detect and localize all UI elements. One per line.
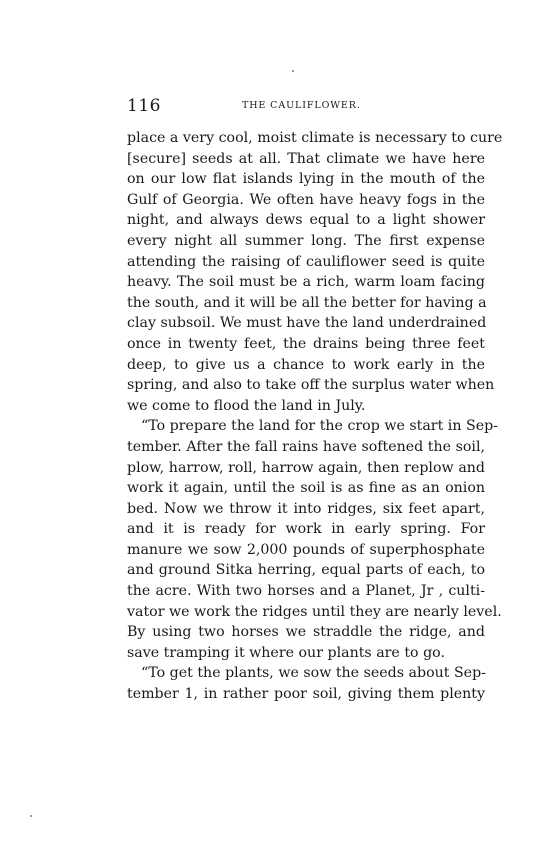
- page-number: 116: [127, 96, 161, 116]
- text-line: the south, and it will be all the better for having a: [127, 294, 487, 311]
- text-line: plow, harrow, roll, harrow again, then replow and: [127, 459, 485, 476]
- text-line: every night all summer long. The first expense: [127, 232, 485, 249]
- text-line: once in twenty feet, the drains being three feet: [127, 335, 485, 352]
- text-line: heavy. The soil must be a rich, warm loam facing: [127, 274, 485, 291]
- body-text: [127, 128, 503, 705]
- text-line: we come to flood the land in July.: [127, 397, 366, 414]
- paper-speck: [30, 815, 32, 817]
- text-line: tember. After the fall rains have softened the soil,: [127, 438, 485, 455]
- text-line: bed. Now we throw it into ridges, six feet apart,: [127, 500, 485, 517]
- text-line: tember 1, in rather poor soil, giving them plenty: [127, 686, 485, 703]
- text-line: manure we sow 2,000 pounds of superphosphate: [127, 541, 485, 558]
- text-line: attending the raising of cauliflower seed is quite: [127, 253, 485, 270]
- text-line: vator we work the ridges until they are nearly level.: [127, 603, 502, 620]
- text-line: “To prepare the land for the crop we start in Sep-: [141, 418, 498, 435]
- text-line: By using two horses we straddle the ridge, and: [127, 624, 485, 641]
- text-line: and it is ready for work in early spring. For: [127, 521, 485, 538]
- text-line: on our low flat islands lying in the mouth of the: [127, 171, 485, 188]
- paper-speck: [292, 70, 294, 72]
- text-line: Gulf of Georgia. We often have heavy fogs in the: [127, 191, 485, 208]
- text-line: “To get the plants, we sow the seeds about Sep-: [141, 665, 486, 682]
- text-line: night, and always dews equal to a light shower: [127, 212, 485, 229]
- text-line: place a very cool, moist climate is necessary to cure: [127, 130, 503, 146]
- text-line: [secure] seeds at all. That climate we have here: [127, 150, 485, 167]
- text-line: work it again, until the soil is as fine as an onion: [127, 480, 485, 497]
- text-line: deep, to give us a chance to work early in the: [127, 356, 485, 373]
- text-line: save tramping it where our plants are to go.: [127, 644, 445, 661]
- page-header: [127, 96, 485, 116]
- text-line: clay subsoil. We must have the land underdrained: [127, 315, 487, 332]
- running-head: THE CAULIFLOWER.: [242, 100, 361, 111]
- text-line: spring, and also to take off the surplus water when: [127, 377, 495, 394]
- text-line: the acre. With two horses and a Planet, Jr , culti-: [127, 583, 485, 600]
- text-line: and ground Sitka herring, equal parts of each, to: [127, 562, 485, 579]
